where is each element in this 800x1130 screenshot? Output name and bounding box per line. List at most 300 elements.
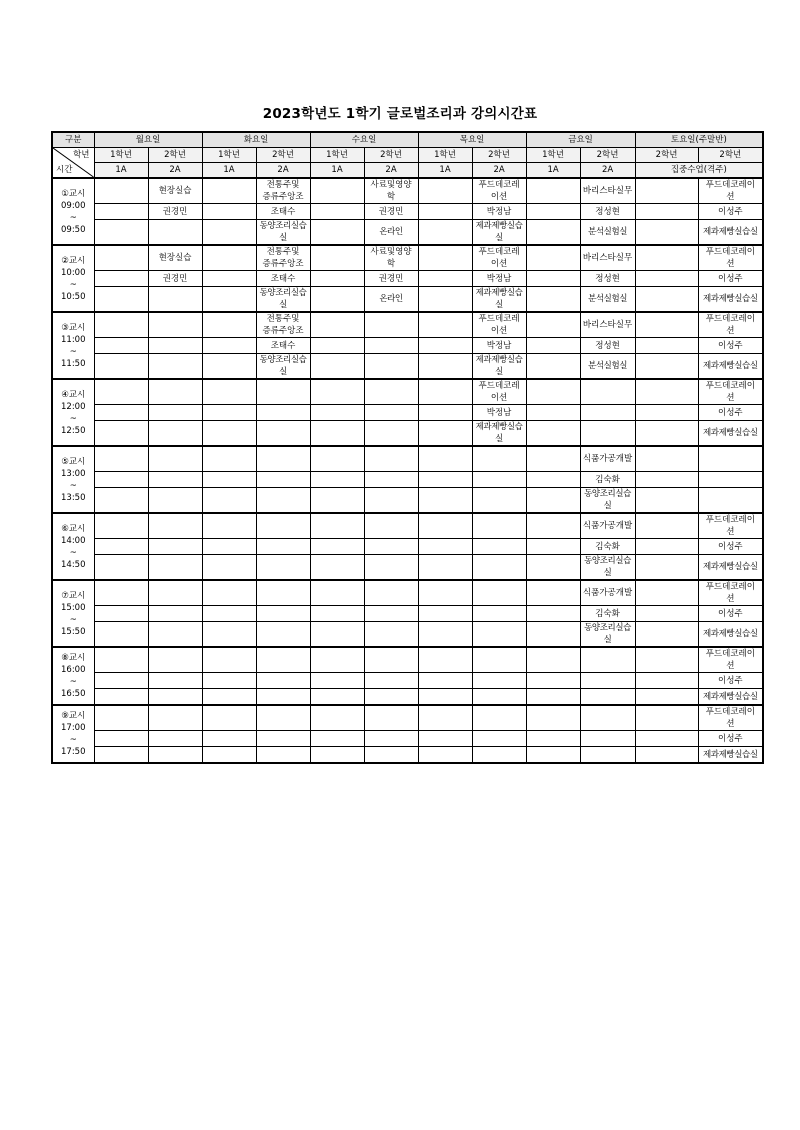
timetable-cell-professor — [635, 539, 698, 555]
timetable-cell-room — [364, 747, 418, 764]
timetable-cell-subject — [418, 446, 472, 472]
timetable-cell-room — [202, 287, 256, 313]
timetable-cell-room — [256, 555, 310, 581]
timetable-cell-room — [580, 354, 635, 380]
timetable-cell-room — [148, 622, 202, 648]
timetable-cell-professor — [418, 673, 472, 689]
period-label: ①교시 — [61, 188, 86, 199]
timetable-cell-professor — [310, 271, 364, 287]
timetable-cell-subject — [418, 312, 472, 338]
timetable-cell-subject — [698, 312, 763, 338]
timetable-cell-professor — [418, 539, 472, 555]
timetable-cell-professor — [418, 472, 472, 488]
class-header: 2A — [472, 163, 526, 179]
timetable-cell-subject — [202, 513, 256, 539]
timetable-cell-professor — [698, 271, 763, 287]
timetable-cell-room — [202, 488, 256, 514]
cell-text-line: 동양조리실습실 — [259, 355, 307, 377]
timetable-cell-room — [698, 354, 763, 380]
period-tilde: ~ — [69, 413, 77, 424]
timetable-cell-professor — [635, 673, 698, 689]
timetable-cell-subject — [148, 705, 202, 731]
timetable-cell-subject — [580, 647, 635, 673]
grade-header: 1학년 — [202, 148, 256, 163]
timetable-cell-room — [256, 354, 310, 380]
timetable-cell-room — [418, 689, 472, 706]
cell-text-line: 푸드데코레이 — [705, 707, 755, 717]
timetable-cell-professor — [256, 606, 310, 622]
cell-text-line: 바리스타실무 — [582, 320, 633, 330]
timetable-cell-professor — [364, 405, 418, 421]
period-end: 10:50 — [61, 291, 86, 302]
grade-header: 1학년 — [310, 148, 364, 163]
period-7-professor-row — [52, 606, 763, 622]
timetable-cell-room — [698, 555, 763, 581]
timetable-cell-professor — [94, 673, 148, 689]
timetable-cell-subject — [202, 245, 256, 271]
cell-text-line: 증류주앙조 — [262, 192, 304, 202]
timetable-cell-professor — [418, 405, 472, 421]
period-tilde: ~ — [69, 677, 77, 687]
timetable-cell-professor — [364, 606, 418, 622]
timetable-cell-professor — [148, 405, 202, 421]
timetable-cell-room — [202, 622, 256, 648]
timetable-cell-room — [472, 622, 526, 648]
timetable-cell-subject — [698, 647, 763, 673]
cell-text-line: 션 — [726, 719, 735, 729]
cell-text-line: 푸드데코레 — [478, 247, 520, 257]
timetable-cell-subject — [256, 580, 310, 606]
timetable-cell-subject — [526, 647, 580, 673]
timetable-cell-professor — [526, 405, 580, 421]
timetable-cell-professor — [94, 338, 148, 354]
cell-text-line: 제과제빵실습실 — [702, 294, 758, 304]
timetable-cell-room — [526, 488, 580, 514]
timetable-cell-professor — [202, 204, 256, 220]
cell-text-line: 푸드데코레 — [478, 381, 520, 391]
grade-label: 학년 — [73, 150, 90, 160]
period-9-professor-row — [52, 731, 763, 747]
timetable-cell-professor — [310, 606, 364, 622]
cell-text-line: 제과제빵실습실 — [702, 691, 758, 702]
cell-text-line: 제과제빵실습실 — [475, 221, 523, 243]
day-header-thu: 목요일 — [418, 132, 526, 148]
timetable-cell-room — [635, 421, 698, 447]
day-header-fri: 금요일 — [526, 132, 635, 148]
timetable-cell-subject — [202, 178, 256, 204]
cell-text-line: 조태수 — [270, 273, 296, 284]
timetable-cell-subject — [418, 379, 472, 405]
cell-text-line: 바리스타실무 — [582, 186, 633, 196]
timetable-cell-professor — [472, 539, 526, 555]
timetable-cell-professor — [635, 472, 698, 488]
cell-text-line: 온라인 — [379, 227, 403, 237]
timetable-cell-room — [580, 622, 635, 648]
cell-text-line: 정성현 — [595, 273, 620, 284]
timetable-cell-professor — [148, 731, 202, 747]
timetable-cell-professor — [526, 731, 580, 747]
timetable-cell-professor — [472, 673, 526, 689]
timetable-cell-subject — [148, 513, 202, 539]
cell-text-line: 이션 — [490, 259, 508, 269]
class-header: 1A — [94, 163, 148, 179]
timetable-cell-professor — [526, 673, 580, 689]
timetable-cell-room — [310, 220, 364, 246]
day-header-sat: 토요일(주말반) — [635, 132, 763, 148]
timetable-cell-professor — [635, 731, 698, 747]
period-end: 14:50 — [61, 559, 86, 570]
timetable-cell-subject — [256, 379, 310, 405]
period-start: 13:00 — [61, 468, 86, 479]
cell-text-line: 푸드데코레 — [478, 314, 520, 324]
timetable-cell-subject — [310, 312, 364, 338]
day-header-wed: 수요일 — [310, 132, 418, 148]
timetable-cell-professor — [94, 204, 148, 220]
timetable-cell-professor — [94, 606, 148, 622]
period-label: ③교시 — [61, 322, 86, 333]
cell-text-line: 푸드데코레이 — [705, 649, 755, 659]
timetable-cell-room — [256, 488, 310, 514]
period-end: 16:50 — [61, 689, 86, 699]
period-8-room-row — [52, 689, 763, 706]
timetable-cell-room — [310, 488, 364, 514]
timetable-cell-professor — [635, 271, 698, 287]
timetable-cell-room — [526, 689, 580, 706]
timetable-cell-room — [418, 747, 472, 764]
timetable-cell-subject — [310, 245, 364, 271]
timetable-cell-room — [94, 287, 148, 313]
period-label-cell — [52, 312, 94, 379]
timetable-cell-professor — [580, 338, 635, 354]
period-start: 10:00 — [61, 267, 86, 278]
cell-text-line: 권경민 — [162, 273, 188, 284]
timetable-cell-subject — [698, 178, 763, 204]
timetable-cell-subject — [256, 705, 310, 731]
timetable-cell-subject — [472, 705, 526, 731]
time-label: 시간 — [56, 165, 73, 175]
cell-text-line: 학 — [386, 192, 396, 202]
period-8-subject-row — [52, 647, 763, 673]
timetable-cell-room — [472, 421, 526, 447]
timetable-cell-subject — [472, 178, 526, 204]
timetable-cell-subject — [418, 513, 472, 539]
timetable-cell-room — [364, 555, 418, 581]
timetable-cell-subject — [526, 446, 580, 472]
timetable-cell-room — [310, 689, 364, 706]
timetable-cell-professor — [148, 338, 202, 354]
timetable-cell-subject — [364, 580, 418, 606]
period-5-professor-row — [52, 472, 763, 488]
cell-text-line: 동양조리실습실 — [584, 623, 631, 645]
timetable-cell-subject — [635, 379, 698, 405]
timetable-cell-room — [472, 747, 526, 764]
timetable-cell-professor — [580, 731, 635, 747]
timetable-cell-professor — [698, 338, 763, 354]
timetable-cell-room — [698, 220, 763, 246]
timetable-cell-room — [526, 622, 580, 648]
timetable-cell-subject — [202, 379, 256, 405]
period-6-subject-row — [52, 513, 763, 539]
timetable-cell-professor — [148, 271, 202, 287]
timetable-cell-room — [635, 488, 698, 514]
cell-text-line: 션 — [726, 661, 735, 671]
timetable-cell-professor — [580, 539, 635, 555]
timetable-cell-room — [698, 747, 763, 764]
cell-text-line: 박정남 — [486, 273, 512, 284]
timetable-cell-professor — [202, 338, 256, 354]
timetable-cell-room — [472, 488, 526, 514]
cell-text-line: 권경민 — [378, 273, 404, 284]
timetable-cell-subject — [635, 705, 698, 731]
period-label: ⑥교시 — [61, 523, 86, 534]
grade-header: 1학년 — [418, 148, 472, 163]
timetable-cell-room — [472, 354, 526, 380]
timetable-cell-subject — [698, 705, 763, 731]
timetable-cell-professor — [256, 338, 310, 354]
grade-header: 2학년 — [580, 148, 635, 163]
timetable-cell-subject — [364, 705, 418, 731]
timetable-cell-professor — [310, 731, 364, 747]
class-header: 2A — [148, 163, 202, 179]
timetable-cell-professor — [148, 204, 202, 220]
timetable-cell-professor — [148, 673, 202, 689]
cell-text-line: 이성주 — [718, 608, 743, 619]
timetable-cell-subject — [94, 647, 148, 673]
timetable-cell-room — [526, 287, 580, 313]
cell-text-line: 현장실습 — [158, 186, 192, 196]
timetable-cell-subject — [94, 312, 148, 338]
timetable-cell-room — [202, 555, 256, 581]
period-6-room-row — [52, 555, 763, 581]
timetable-cell-professor — [310, 338, 364, 354]
timetable-cell-subject — [148, 379, 202, 405]
timetable-cell-professor — [580, 271, 635, 287]
timetable-cell-room — [698, 287, 763, 313]
timetable-cell-room — [418, 287, 472, 313]
period-end: 15:50 — [61, 626, 86, 637]
timetable-cell-room — [202, 689, 256, 706]
timetable-cell-room — [148, 287, 202, 313]
timetable-cell-professor — [94, 731, 148, 747]
grade-header: 2학년 — [148, 148, 202, 163]
cell-text-line: 분석실험실 — [588, 361, 628, 371]
cell-text-line: 이성주 — [718, 407, 743, 418]
cell-text-line: 제과제빵실습실 — [702, 749, 758, 760]
timetable-cell-subject — [94, 379, 148, 405]
timetable-cell-professor — [94, 539, 148, 555]
timetable-cell-professor — [202, 472, 256, 488]
timetable-cell-room — [310, 622, 364, 648]
cell-text-line: 제과제빵실습실 — [475, 288, 523, 310]
timetable-cell-room — [94, 220, 148, 246]
period-label: ⑨교시 — [61, 711, 86, 721]
period-1-professor-row — [52, 204, 763, 220]
cell-text-line: 이성주 — [718, 340, 743, 351]
period-label-cell — [52, 580, 94, 647]
timetable-cell-subject — [256, 178, 310, 204]
timetable-cell-room — [635, 287, 698, 313]
timetable-cell-professor — [94, 271, 148, 287]
period-label-cell — [52, 178, 94, 245]
timetable-cell-professor — [635, 338, 698, 354]
grade-header: 2학년 — [698, 148, 763, 163]
timetable-cell-subject — [364, 245, 418, 271]
gubun-label: 구분 — [52, 132, 94, 148]
timetable-cell-subject — [580, 446, 635, 472]
timetable-cell-subject — [635, 647, 698, 673]
timetable-cell-room — [364, 689, 418, 706]
cell-text-line: 동양조리실습실 — [259, 288, 307, 310]
timetable-cell-room — [148, 421, 202, 447]
cell-text-line: 김숙화 — [595, 541, 620, 552]
period-8-professor-row — [52, 673, 763, 689]
timetable-cell-room — [418, 488, 472, 514]
timetable-cell-professor — [310, 405, 364, 421]
cell-text-line: 션 — [726, 594, 735, 604]
period-label: ⑦교시 — [61, 590, 86, 601]
timetable-cell-professor — [256, 204, 310, 220]
period-2-room-row — [52, 287, 763, 313]
timetable-cell-room — [202, 747, 256, 764]
cell-text-line: 푸드데코레 — [478, 180, 520, 190]
cell-text-line: 제과제빵실습실 — [475, 422, 523, 444]
timetable-cell-professor — [202, 673, 256, 689]
timetable-cell-room — [256, 689, 310, 706]
cell-text-line: 정성현 — [595, 340, 620, 351]
timetable-cell-room — [635, 747, 698, 764]
timetable-cell-room — [148, 354, 202, 380]
period-1-room-row — [52, 220, 763, 246]
period-tilde: ~ — [69, 346, 77, 357]
cell-text-line: 션 — [726, 527, 735, 537]
timetable-cell-subject — [526, 580, 580, 606]
timetable — [51, 131, 764, 764]
timetable-cell-subject — [526, 513, 580, 539]
cell-text-line: 푸드데코레이 — [705, 381, 755, 391]
timetable-cell-room — [635, 689, 698, 706]
timetable-cell-room — [364, 220, 418, 246]
timetable-cell-subject — [472, 513, 526, 539]
grade-time-corner — [52, 148, 94, 179]
timetable-cell-professor — [364, 539, 418, 555]
period-label-cell — [52, 513, 94, 580]
period-start: 12:00 — [61, 401, 86, 412]
timetable-cell-subject — [698, 245, 763, 271]
timetable-cell-subject — [635, 312, 698, 338]
timetable-cell-subject — [310, 647, 364, 673]
timetable-cell-professor — [202, 405, 256, 421]
cell-text-line: 션 — [726, 259, 735, 269]
period-start: 15:00 — [61, 602, 86, 613]
period-tilde: ~ — [69, 614, 77, 625]
timetable-cell-room — [364, 421, 418, 447]
class-header: 1A — [526, 163, 580, 179]
timetable-cell-professor — [698, 606, 763, 622]
cell-text-line: 조태수 — [270, 206, 296, 217]
timetable-cell-room — [698, 488, 763, 514]
timetable-cell-subject — [256, 312, 310, 338]
cell-text-line: 제과제빵실습실 — [702, 227, 758, 237]
timetable-cell-professor — [698, 204, 763, 220]
period-3-professor-row — [52, 338, 763, 354]
timetable-cell-room — [310, 747, 364, 764]
timetable-cell-professor — [635, 204, 698, 220]
timetable-cell-professor — [580, 606, 635, 622]
period-4-subject-row — [52, 379, 763, 405]
cell-text-line: 동양조리실습실 — [584, 489, 631, 511]
timetable-cell-subject — [202, 647, 256, 673]
timetable-cell-professor — [472, 405, 526, 421]
period-2-subject-row — [52, 245, 763, 271]
period-label: ⑤교시 — [61, 456, 86, 467]
period-9-room-row — [52, 747, 763, 764]
timetable-cell-room — [418, 354, 472, 380]
timetable-cell-room — [256, 747, 310, 764]
cell-text-line: 푸드데코레이 — [705, 582, 755, 592]
timetable-cell-room — [580, 287, 635, 313]
cell-text-line: 이성주 — [718, 206, 743, 217]
timetable-cell-professor — [364, 271, 418, 287]
timetable-cell-subject — [202, 312, 256, 338]
timetable-cell-professor — [580, 405, 635, 421]
period-9-subject-row — [52, 705, 763, 731]
timetable-cell-subject — [472, 245, 526, 271]
timetable-cell-subject — [94, 513, 148, 539]
timetable-cell-subject — [310, 178, 364, 204]
timetable-cell-room — [698, 421, 763, 447]
timetable-cell-room — [202, 421, 256, 447]
cell-text-line: 제과제빵실습실 — [702, 562, 758, 572]
timetable-cell-subject — [472, 580, 526, 606]
cell-text-line: 제과제빵실습실 — [702, 428, 758, 438]
timetable-cell-professor — [472, 338, 526, 354]
timetable-cell-subject — [698, 379, 763, 405]
period-end: 12:50 — [61, 425, 86, 436]
cell-text-line: 이성주 — [718, 273, 743, 284]
timetable-cell-professor — [698, 731, 763, 747]
timetable-cell-subject — [310, 446, 364, 472]
timetable-cell-professor — [256, 731, 310, 747]
timetable-cell-room — [526, 220, 580, 246]
period-6-professor-row — [52, 539, 763, 555]
cell-text-line: 션 — [726, 393, 735, 403]
class-header: 2A — [580, 163, 635, 179]
timetable-cell-subject — [526, 379, 580, 405]
class-header: 1A — [202, 163, 256, 179]
timetable-cell-professor — [418, 606, 472, 622]
timetable-cell-room — [526, 555, 580, 581]
cell-text-line: 이션 — [490, 326, 508, 336]
timetable-cell-professor — [256, 271, 310, 287]
timetable-cell-subject — [418, 178, 472, 204]
timetable-cell-room — [635, 555, 698, 581]
cell-text-line: 권경민 — [162, 206, 188, 217]
timetable-cell-professor — [472, 472, 526, 488]
timetable-cell-subject — [526, 178, 580, 204]
timetable-cell-subject — [580, 705, 635, 731]
timetable-cell-professor — [580, 673, 635, 689]
timetable-cell-subject — [148, 178, 202, 204]
timetable-cell-subject — [635, 513, 698, 539]
timetable-cell-professor — [364, 673, 418, 689]
cell-text-line: 동양조리실습실 — [584, 556, 631, 578]
period-start: 14:00 — [61, 535, 86, 546]
timetable-cell-professor — [526, 606, 580, 622]
timetable-cell-subject — [364, 178, 418, 204]
timetable-cell-subject — [364, 647, 418, 673]
timetable-cell-subject — [256, 513, 310, 539]
cell-text-line: 제과제빵실습실 — [702, 629, 758, 639]
